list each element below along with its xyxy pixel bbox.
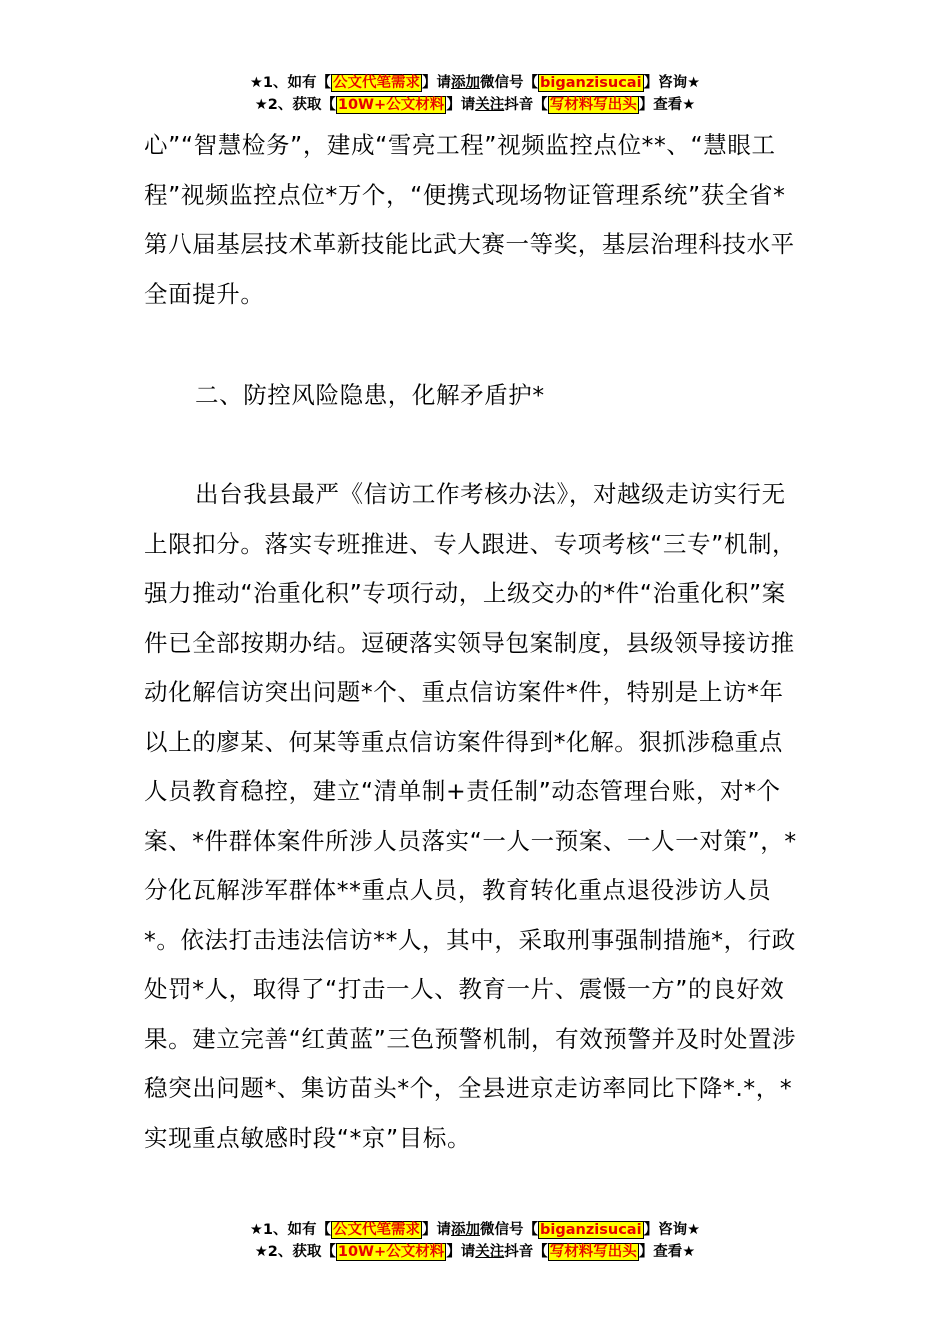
banner-line-1 [0,72,950,94]
banner-text: 】咨询★ [643,1222,701,1238]
banner-emphasis: 添加 [451,1222,481,1238]
banner-text: 】请 [422,75,452,91]
banner-text: 】请 [446,1244,476,1260]
paragraph-1: 心”“智慧检务”，建成“雪亮工程”视频监控点位**、“慧眼工程”视频监控点位*万个，“便携式现场物证管理系统”获全省*第八届基层技术革新技能比武大赛一等奖，基层治理科技水平全面提升。 [144,131,795,308]
highlight-service: 公文代笔需求 [333,1222,421,1238]
highlight-materials: 10W+公文材料 [337,97,445,113]
banner-line-2 [0,94,950,116]
highlight-douyin: 写材料写出头 [549,1244,637,1260]
banner-text: 】查看★ [638,1244,696,1260]
banner-text: 】咨询★ [643,75,701,91]
highlight-service: 公文代笔需求 [333,75,421,91]
banner-emphasis: 关注 [475,1244,505,1260]
bottom-banner [0,1219,950,1263]
highlight-wechat-id: biganzisucai [540,75,642,91]
banner-text: ★2、获取【 [254,1244,336,1260]
paragraph-2: 出台我县最严《信访工作考核办法》，对越级走访实行无上限扣分。落实专班推进、专人跟进、专项考核“三专”机制，强力推动“治重化积”专项行动，上级交办的*件“治重化积”案件已全部按期办结。逗硬落实领导包案制度，县级领导接访推动化解信访突出问题*个、重点信访案件*件，特别是上访*年以上的廖某、何某等重点信访案件得到*化解。狠抓涉稳重点人员教育稳控，建立“清单制+责任制”动态管理台账，对*个案、*件群体案件所涉人员落实“一人一预案、一人一对策”，*分化瓦解涉军群体**重点人员，教育转化重点退役涉访人员*。依法打击违法信访**人，其中，采取刑事强制措施*，行政处罚*人，取得了“打击一人、教育一片、震慑一方”的良好效果。建立完善“红黄蓝”三色预警机制，有效预警并及时处置涉稳突出问题*、集访苗头*个，全县进京走访率同比下降*.*，*实现重点敏感时段“*京”目标。 [144,480,797,1152]
banner-text: ★1、如有【 [249,1222,332,1238]
highlight-materials: 10W+公文材料 [337,1244,445,1260]
banner-text: 微信号【 [480,1222,539,1238]
banner-text: 】查看★ [638,97,696,113]
banner-text: 抖音【 [504,97,548,113]
highlight-douyin: 写材料写出头 [549,97,637,113]
section-heading: 二、防控风险隐患，化解矛盾护* [195,381,545,409]
banner-text: 抖音【 [504,1244,548,1260]
banner-text: 】请 [446,97,476,113]
banner-text: 】请 [422,1222,452,1238]
top-banner [0,72,950,116]
highlight-wechat-id: biganzisucai [540,1222,642,1238]
banner-text: ★2、获取【 [254,97,336,113]
banner-line-1 [0,1219,950,1241]
banner-line-2 [0,1241,950,1263]
banner-emphasis: 关注 [475,97,505,113]
banner-text: ★1、如有【 [249,75,332,91]
banner-emphasis: 添加 [451,75,481,91]
banner-text: 微信号【 [480,75,539,91]
